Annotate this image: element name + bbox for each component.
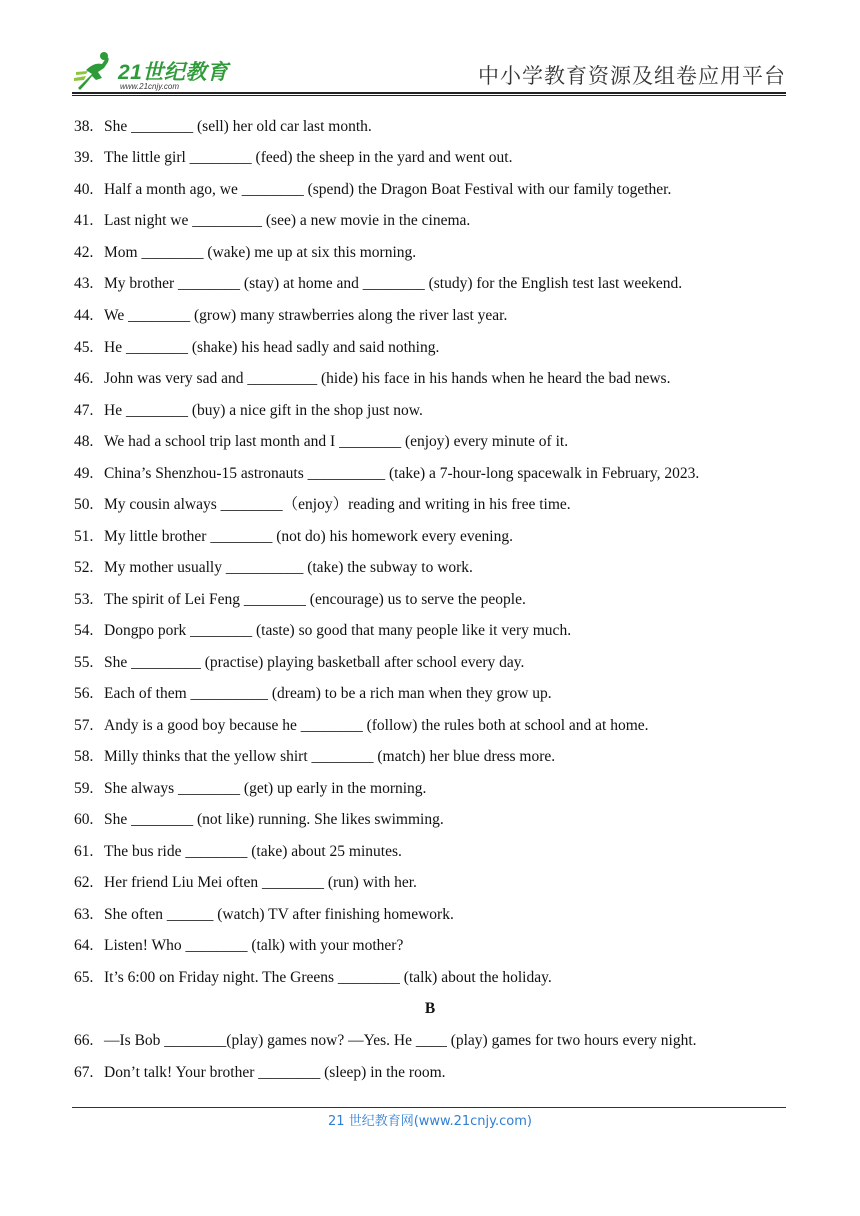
item-text: My mother usually __________ (take) the subway to work.	[104, 559, 473, 576]
item-number: 38.	[74, 118, 94, 135]
exercise-item	[74, 619, 571, 643]
item-number: 58.	[74, 748, 94, 765]
item-number: 44.	[74, 307, 94, 324]
item-text: China’s Shenzhou-15 astronauts __________ (take) a 7-hour-long spacewalk in February, 2023.	[104, 465, 700, 482]
item-text: She ________ (sell) her old car last month.	[104, 118, 372, 135]
exercise-item	[74, 1061, 446, 1085]
item-number: 39.	[74, 149, 94, 166]
item-number: 51.	[74, 528, 94, 545]
exercise-item	[74, 903, 454, 927]
logo-text: 21世纪教育	[118, 61, 229, 84]
item-text: My brother ________ (stay) at home and ________ (study) for the English test last weekend.	[104, 275, 683, 292]
item-number: 59.	[74, 780, 94, 797]
exercise-item	[74, 241, 416, 265]
platform-title: 中小学教育资源及组卷应用平台	[478, 64, 786, 88]
item-text: My cousin always ________（enjoy）reading and writing in his free time.	[104, 496, 571, 513]
item-text: He ________ (shake) his head sadly and said nothing.	[104, 339, 440, 356]
item-text: She _________ (practise) playing basketball after school every day.	[104, 654, 525, 671]
item-text: She always ________ (get) up early in the morning.	[104, 780, 427, 797]
logo-url: www.21cnjy.com	[120, 82, 179, 91]
exercise-item	[74, 399, 423, 423]
item-number: 42.	[74, 244, 94, 261]
item-number: 47.	[74, 402, 94, 419]
exercise-item	[74, 840, 402, 864]
exercise-item	[74, 525, 513, 549]
item-number: 63.	[74, 906, 94, 923]
item-text: She often ______ (watch) TV after finishing homework.	[104, 906, 454, 923]
item-number: 66.	[74, 1032, 94, 1049]
exercise-item	[74, 178, 671, 202]
exercise-item	[74, 651, 524, 675]
exercise-item	[74, 209, 470, 233]
item-text: We had a school trip last month and I ________ (enjoy) every minute of it.	[104, 433, 569, 450]
exercise-item	[74, 745, 555, 769]
item-text: Dongpo pork ________ (taste) so good that many people like it very much.	[104, 622, 572, 639]
item-number: 61.	[74, 843, 94, 860]
item-number: 45.	[74, 339, 94, 356]
item-text: The little girl ________ (feed) the sheep in the yard and went out.	[104, 149, 513, 166]
item-number: 53.	[74, 591, 94, 608]
section-label: B	[424, 1000, 436, 1017]
item-text: The spirit of Lei Feng ________ (encourage) us to serve the people.	[104, 591, 526, 608]
item-text: He ________ (buy) a nice gift in the shop just now.	[104, 402, 423, 419]
item-text: The bus ride ________ (take) about 25 minutes.	[104, 843, 402, 860]
header-divider-thin	[72, 95, 786, 96]
item-text: Andy is a good boy because he ________ (follow) the rules both at school and at home.	[104, 717, 649, 734]
item-number: 40.	[74, 181, 94, 198]
exercise-item	[74, 934, 403, 958]
footer-text: 21 世纪教育网(www.21cnjy.com)	[328, 1114, 532, 1129]
item-text: —Is Bob ________(play) games now? —Yes. He ____ (play) games for two hours every night.	[104, 1032, 697, 1049]
item-number: 41.	[74, 212, 94, 229]
site-logo	[72, 48, 242, 94]
exercise-item	[74, 146, 512, 170]
item-number: 52.	[74, 559, 94, 576]
item-text: We ________ (grow) many strawberries along the river last year.	[104, 307, 508, 324]
item-number: 50.	[74, 496, 94, 513]
item-number: 54.	[74, 622, 94, 639]
item-number: 65.	[74, 969, 94, 986]
item-text: She ________ (not like) running. She likes swimming.	[104, 811, 444, 828]
exercise-item	[74, 966, 552, 990]
item-text: Half a month ago, we ________ (spend) the Dragon Boat Festival with our family together.	[104, 181, 672, 198]
page-header	[72, 48, 786, 94]
item-text: John was very sad and _________ (hide) his face in his hands when he heard the bad news.	[104, 370, 671, 387]
exercise-item	[74, 588, 526, 612]
exercise-item	[74, 714, 649, 738]
item-text: Don’t talk! Your brother ________ (sleep) in the room.	[104, 1064, 446, 1081]
footer-divider	[72, 1107, 786, 1108]
item-number: 57.	[74, 717, 94, 734]
exercise-item	[74, 115, 372, 139]
item-number: 64.	[74, 937, 94, 954]
exercise-item	[74, 430, 568, 454]
exercise-item	[74, 493, 571, 517]
item-text: Milly thinks that the yellow shirt ________ (match) her blue dress more.	[104, 748, 556, 765]
item-number: 46.	[74, 370, 94, 387]
item-number: 62.	[74, 874, 94, 891]
exercise-item	[74, 871, 417, 895]
item-number: 43.	[74, 275, 94, 292]
item-number: 56.	[74, 685, 94, 702]
exercise-item	[74, 682, 552, 706]
exercise-item	[74, 808, 444, 832]
exercise-item	[74, 272, 682, 296]
item-number: 60.	[74, 811, 94, 828]
item-text: Mom ________ (wake) me up at six this morning.	[104, 244, 417, 261]
exercise-item	[74, 777, 426, 801]
item-number: 48.	[74, 433, 94, 450]
item-text: Last night we _________ (see) a new movie in the cinema.	[104, 212, 471, 229]
runner-logo-icon	[72, 50, 116, 92]
exercise-item	[74, 1029, 697, 1053]
item-number: 49.	[74, 465, 94, 482]
item-number: 55.	[74, 654, 94, 671]
exercise-item	[74, 304, 507, 328]
item-text: My little brother ________ (not do) his homework every evening.	[104, 528, 513, 545]
item-text: It’s 6:00 on Friday night. The Greens ________ (talk) about the holiday.	[104, 969, 552, 986]
item-text: Her friend Liu Mei often ________ (run) with her.	[104, 874, 417, 891]
exercise-item	[74, 556, 473, 580]
item-text: Listen! Who ________ (talk) with your mother?	[104, 937, 404, 954]
item-text: Each of them __________ (dream) to be a rich man when they grow up.	[104, 685, 552, 702]
exercise-item	[74, 336, 439, 360]
exercise-item	[74, 367, 670, 391]
exercise-item	[74, 462, 699, 486]
item-number: 67.	[74, 1064, 94, 1081]
header-divider	[72, 92, 786, 94]
